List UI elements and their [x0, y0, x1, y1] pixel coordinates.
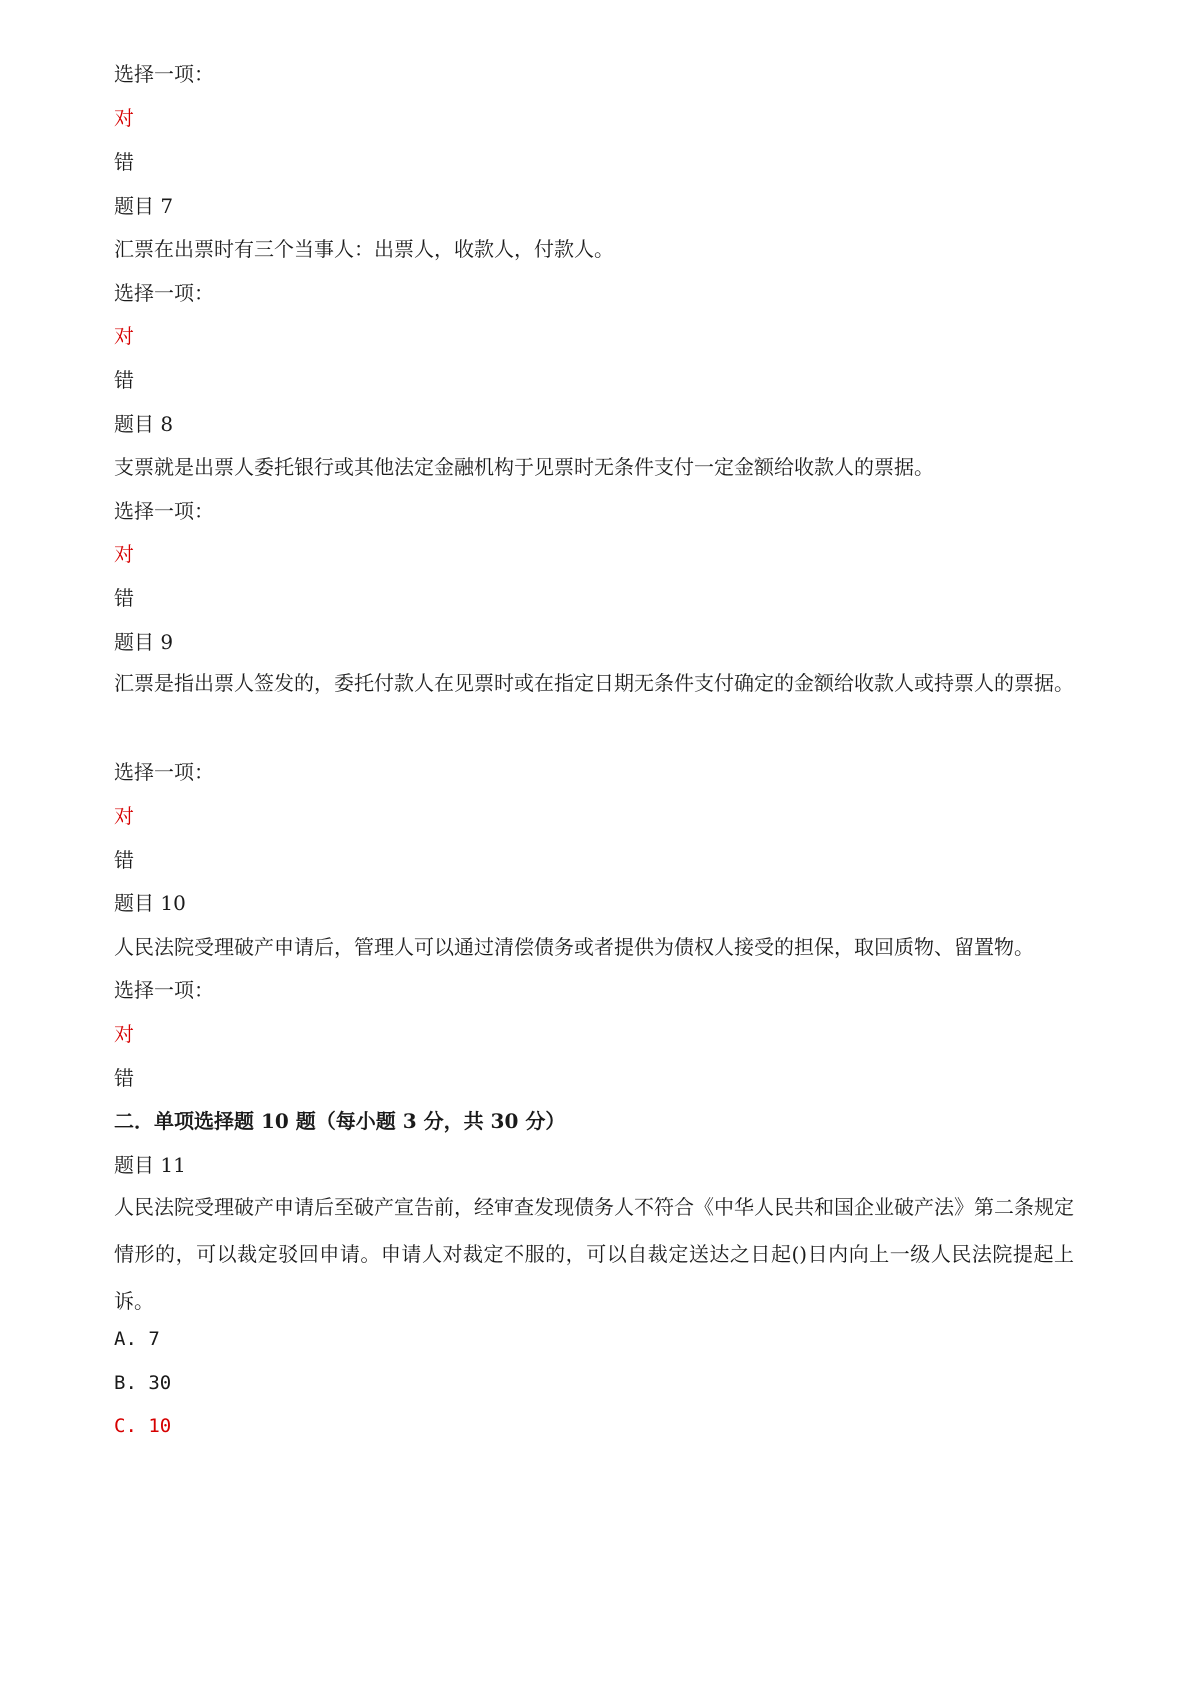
question-text: 汇票在出票时有三个当事人：出票人，收款人，付款人。	[114, 237, 614, 261]
option-b: B. 30	[114, 1372, 172, 1394]
section-heading: 二．单项选择题 10 题（每小题 3 分，共 30 分）	[114, 1109, 566, 1133]
answer-true-correct: 对	[114, 804, 134, 828]
answer-true-correct: 对	[114, 1022, 134, 1046]
question-text: 人民法院受理破产申请后至破产宣告前，经审查发现债务人不符合《中华人民共和国企业破产法》第二条规定情形的，可以裁定驳回申请。申请人对裁定不服的，可以自裁定送达之日起()日内向上一级人民法院提起上诉。	[114, 1195, 1074, 1313]
question-number: 题目 9	[114, 630, 174, 654]
choose-one-prompt: 选择一项：	[114, 760, 214, 784]
question-number: 题目 8	[114, 412, 174, 436]
choose-one-prompt: 选择一项：	[114, 978, 214, 1002]
choose-one-prompt: 选择一项：	[114, 281, 214, 305]
answer-false: 错	[114, 586, 134, 610]
option-a: A. 7	[114, 1328, 160, 1350]
answer-true-correct: 对	[114, 324, 134, 348]
answer-false: 错	[114, 848, 134, 872]
question-number: 题目 7	[114, 194, 174, 218]
option-c-correct: C. 10	[114, 1415, 172, 1437]
question-text: 支票就是出票人委托银行或其他法定金融机构于见票时无条件支付一定金额给收款人的票据。	[114, 455, 934, 479]
question-text: 人民法院受理破产申请后，管理人可以通过清偿债务或者提供为债权人接受的担保，取回质物、留置物。	[114, 935, 1034, 959]
choose-one-prompt: 选择一项：	[114, 62, 214, 86]
question-text: 汇票是指出票人签发的，委托付款人在见票时或在指定日期无条件支付确定的金额给收款人或持票人的票据。	[114, 671, 1074, 695]
answer-false: 错	[114, 150, 134, 174]
question-number: 题目 10	[114, 891, 186, 915]
answer-false: 错	[114, 368, 134, 392]
answer-false: 错	[114, 1066, 134, 1090]
answer-true-correct: 对	[114, 106, 134, 130]
choose-one-prompt: 选择一项：	[114, 499, 214, 523]
answer-true-correct: 对	[114, 542, 134, 566]
question-number: 题目 11	[114, 1153, 186, 1177]
